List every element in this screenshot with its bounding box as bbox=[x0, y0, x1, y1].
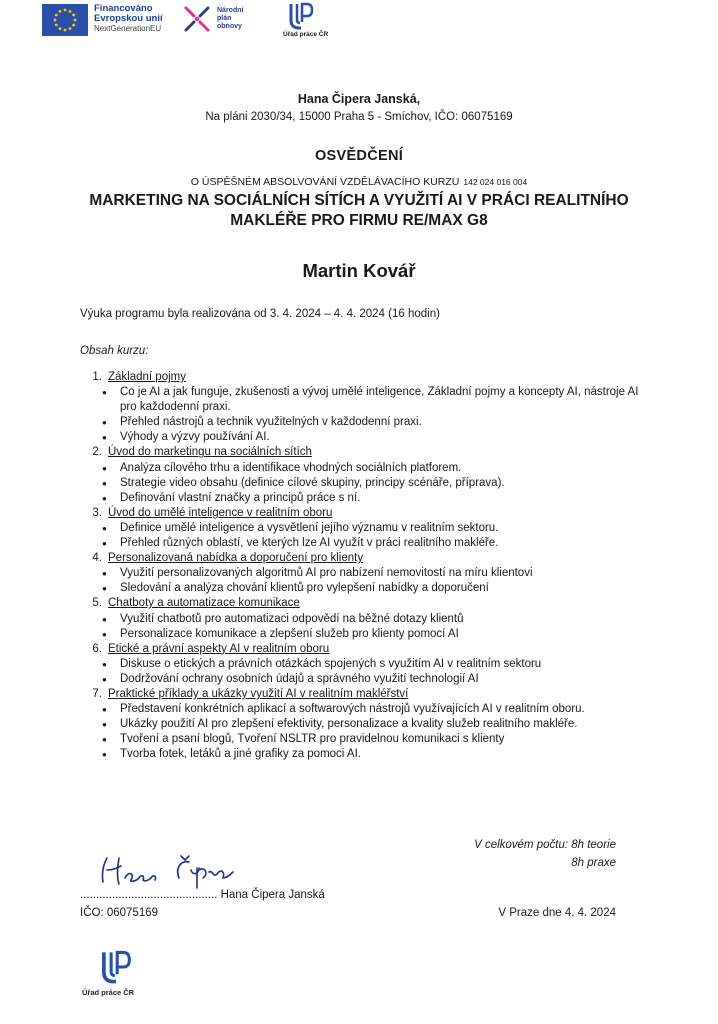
eu-line1: Financováno bbox=[94, 3, 153, 14]
list-item: ● Ukázky použití AI pro zlepšení efektivity, personalizace a kvality služeb realitního makléře. bbox=[80, 717, 640, 732]
up-logo-icon bbox=[288, 2, 314, 30]
npo-line1: Národní bbox=[217, 7, 244, 14]
eu-star bbox=[55, 14, 58, 17]
list-item: ● Co je AI a jak funguje, zkušenosti a vývoj umělé inteligence, Základní pojmy a koncepty AI, nástroje AI pro každodenní praxi. bbox=[80, 385, 640, 415]
content-label: Obsah kurzu: bbox=[80, 345, 149, 357]
eu-line3: NextGenerationEU bbox=[94, 24, 162, 33]
issuer-ico: IČO: 06075169 bbox=[80, 907, 159, 919]
eu-star bbox=[59, 27, 62, 30]
signature-line: ........................................... Hana Čipera Janská bbox=[80, 889, 325, 901]
list-item: ● Definování vlastní značky a principů práce s ní. bbox=[80, 491, 640, 506]
eu-star bbox=[64, 9, 67, 12]
section-title: Úvod do marketingu na sociálních sítích bbox=[108, 446, 312, 459]
npo-logo-icon bbox=[180, 2, 214, 36]
eu-star bbox=[74, 19, 77, 22]
section bbox=[80, 445, 640, 505]
eu-star bbox=[72, 24, 75, 27]
eu-star bbox=[55, 24, 58, 27]
summary-practice: 8h praxe bbox=[571, 857, 616, 869]
eu-flag-logo bbox=[42, 4, 88, 36]
list-item: ● Definice umělé inteligence a vysvětlení jejího významu v realitním sektoru. bbox=[80, 521, 640, 536]
section-title: Základní pojmy bbox=[108, 371, 186, 383]
section-title: Etické a právní aspekty AI v realitním oboru bbox=[108, 642, 330, 655]
section-title: Praktické příklady a ukázky využití AI v realitním makléřství bbox=[108, 687, 409, 700]
list-item: ● Výhody a výzvy používání AI. bbox=[80, 430, 640, 445]
npo-line3: obnovy bbox=[217, 23, 242, 30]
section bbox=[80, 687, 640, 762]
hours-summary bbox=[440, 836, 616, 872]
section-number: 7. bbox=[92, 687, 102, 700]
course-period: Výuka programu byla realizována od 3. 4. 2024 – 4. 4. 2024 (16 hodin) bbox=[80, 308, 440, 320]
list-item: ● Personalizace komunikace a zlepšení služeb pro klienty pomocí AI bbox=[80, 627, 640, 642]
student-name: Martin Kovář bbox=[302, 260, 416, 281]
list-item: ● Představení konkrétních aplikací a softwarových nástrojů využívajících AI v realitním oboru. bbox=[80, 702, 640, 717]
list-item: ● Tvorba fotek, letáků a jiné grafiky za pomoci AI. bbox=[80, 747, 640, 762]
up-label: Úřad práce ČR bbox=[283, 31, 329, 38]
list-item: ● Analýza cílového trhu a identifikace vhodných sociálních platforem. bbox=[80, 461, 640, 476]
list-item: ● Dodržování ochrany osobních údajů a správného využití technologií AI bbox=[80, 672, 640, 687]
list-item: ● Využití personalizovaných algoritmů AI pro nabízení nemovitostí na míru klientovi bbox=[80, 566, 640, 581]
place-date: V Praze dne 4. 4. 2024 bbox=[498, 907, 616, 919]
list-item: ● Strategie video obsahu (definice cílové skupiny, principy scénáře, příprava). bbox=[80, 476, 640, 491]
list-item: ● Přehled nástrojů a technik využitelných v každodenní praxi. bbox=[80, 415, 640, 430]
list-item: ● Sledování a analýza chování klientů pro vylepšení nabídky a doporučení bbox=[80, 581, 640, 596]
section-title: Chatboty a automatizace komunikace bbox=[108, 597, 300, 610]
up-logo-icon bbox=[100, 950, 132, 984]
section bbox=[80, 596, 640, 641]
list-item: ● Přehled různých oblastí, ve kterých lze AI využít v práci realitního makléře. bbox=[80, 536, 640, 551]
eu-line2: Evropskou unií bbox=[94, 13, 163, 24]
issuer-address: Na pláni 2030/34, 15000 Praha 5 - Smíchov, IČO: 06075169 bbox=[205, 111, 513, 123]
section bbox=[80, 642, 640, 687]
section-number: 2. bbox=[92, 446, 102, 459]
eu-funding-label bbox=[94, 4, 163, 34]
subtitle-text: O ÚSPĚŠNÉM ABSOLVOVÁNÍ VZDĚLÁVACÍHO KURZU bbox=[190, 176, 460, 188]
section-number: 6. bbox=[92, 642, 102, 655]
course-number: 142 024 016 004 bbox=[463, 177, 528, 187]
eu-star bbox=[54, 19, 57, 22]
section-number: 4. bbox=[92, 552, 102, 565]
list-item: ● Diskuse o etických a právních otázkách spojených s využitím AI v realitním sektoru bbox=[80, 657, 640, 672]
issuer-name: Hana Čipera Janská, bbox=[297, 92, 421, 106]
summary-theory: V celkovém počtu: 8h teorie bbox=[474, 839, 616, 851]
section-title: Úvod do umělé inteligence v realitním oboru bbox=[108, 506, 333, 519]
section-number: 5. bbox=[92, 597, 102, 610]
npo-line2: plán bbox=[217, 15, 232, 22]
list-item: ● Využití chatbotů pro automatizaci odpovědí na běžné dotazy klientů bbox=[80, 612, 640, 627]
eu-star bbox=[69, 27, 72, 30]
section-title: Personalizovaná nabídka a doporučení pro klienty bbox=[108, 552, 364, 565]
list-item: ● Tvoření a psaní blogů, Tvoření NSLTR pro pravidelnou komunikaci s klienty bbox=[80, 732, 640, 747]
eu-star bbox=[64, 29, 67, 32]
section bbox=[80, 506, 640, 551]
eu-star bbox=[59, 10, 62, 13]
certificate-title: OSVĚDČENÍ bbox=[314, 148, 404, 164]
up-label-footer: Úřad práce ČR bbox=[82, 988, 135, 997]
course-outline bbox=[80, 370, 640, 762]
eu-star bbox=[69, 10, 72, 13]
course-title: MARKETING NA SOCIÁLNÍCH SÍTÍCH A VYUŽITÍ AI V PRÁCI REALITNÍHO MAKLÉŘE PRO FIRMU RE/MAX G8 bbox=[89, 192, 629, 229]
certificate-subtitle bbox=[0, 176, 718, 188]
section bbox=[80, 370, 640, 445]
handwritten-signature bbox=[95, 848, 245, 894]
section-number: 1. bbox=[92, 371, 102, 383]
section-number: 3. bbox=[92, 506, 102, 519]
section bbox=[80, 551, 640, 596]
npo-label bbox=[217, 7, 243, 31]
eu-star bbox=[72, 14, 75, 17]
